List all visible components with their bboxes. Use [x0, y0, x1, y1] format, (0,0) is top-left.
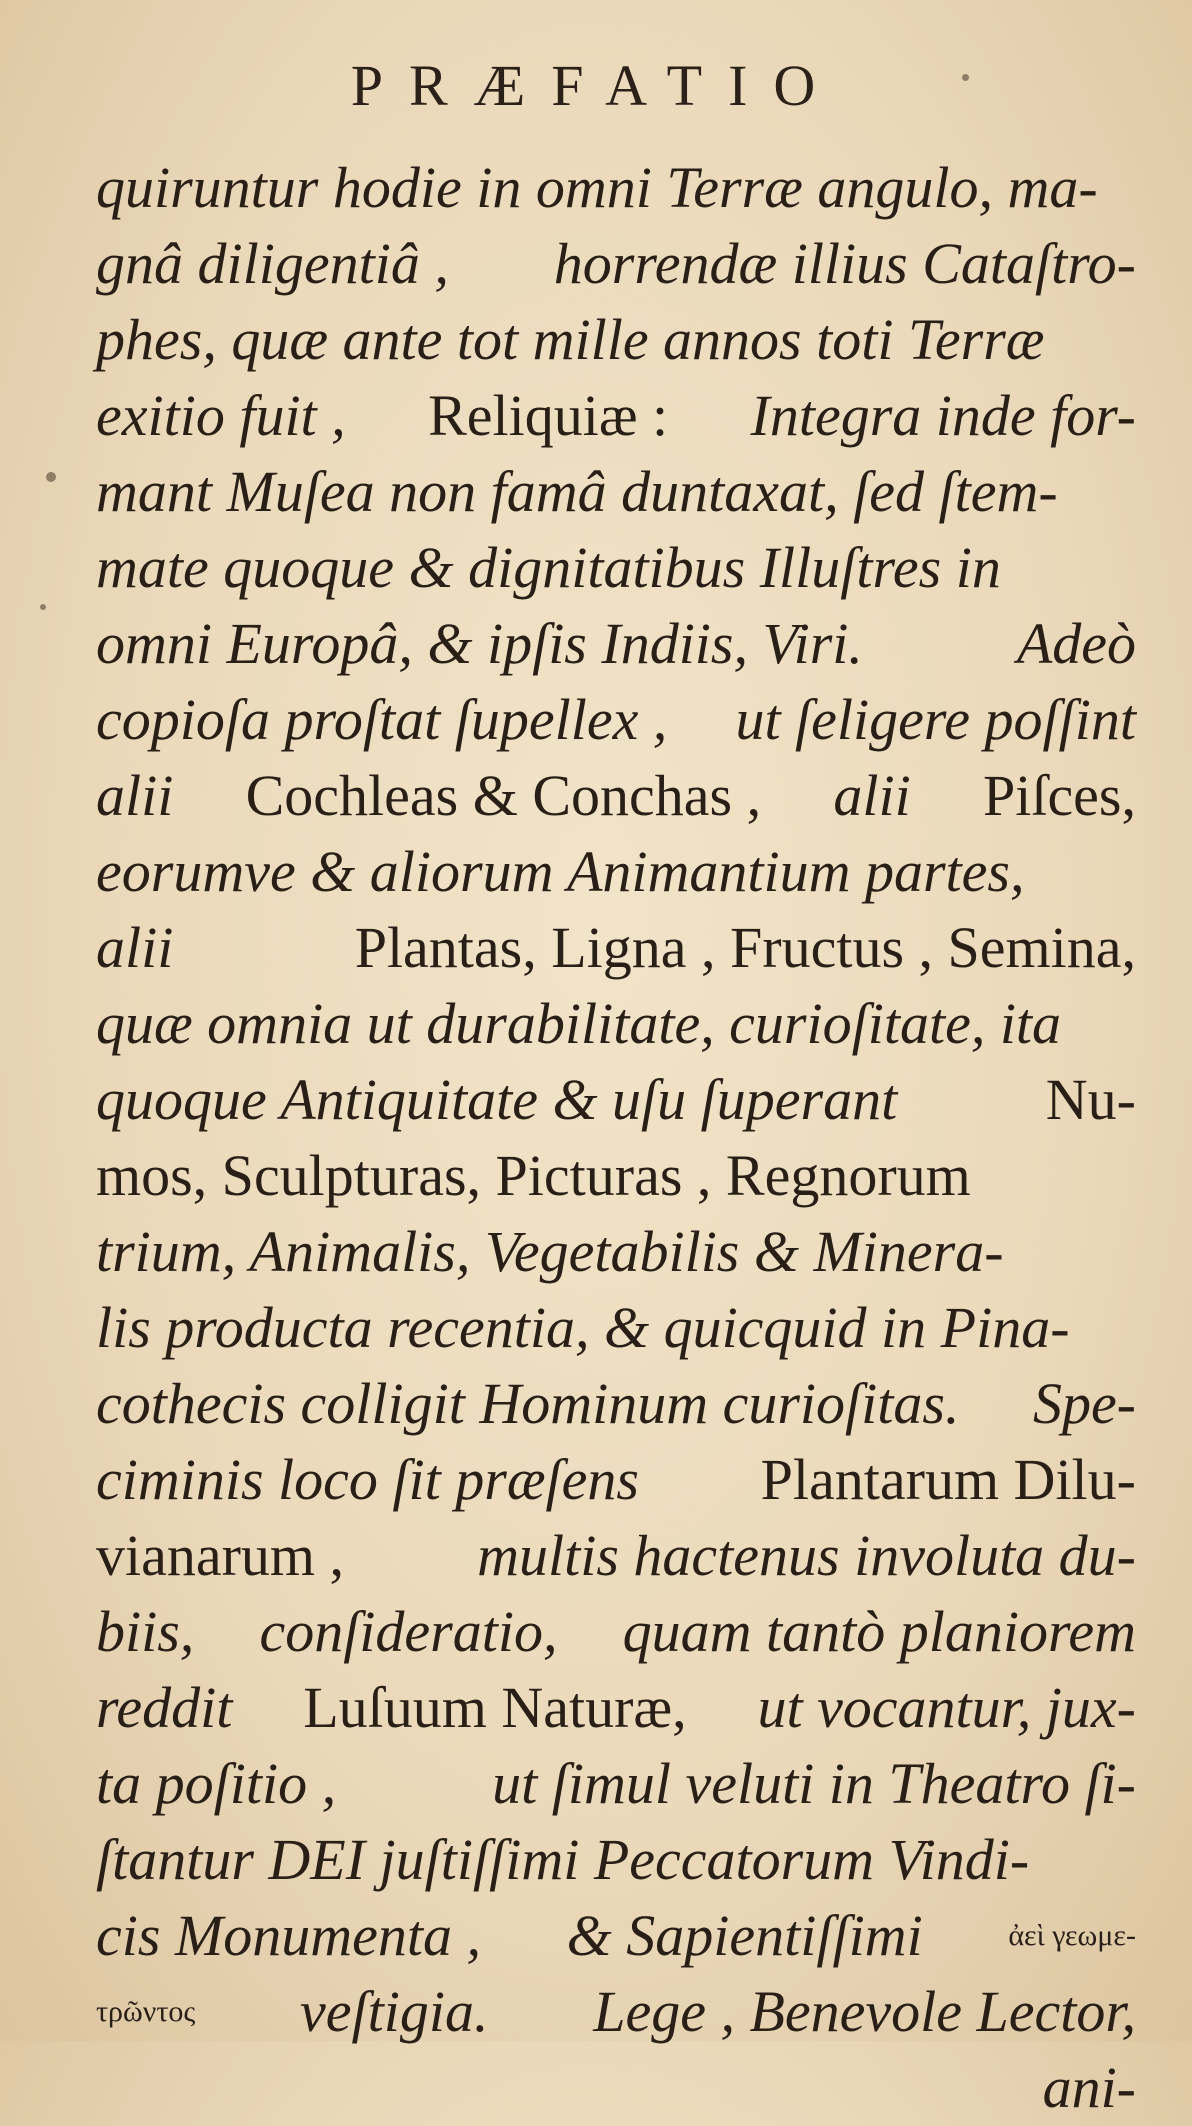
- text-line: [96, 606, 1136, 682]
- text-segment: Integra inde for-: [750, 383, 1136, 448]
- ink-speck: [46, 472, 56, 482]
- text-segment: mos, Sculpturas, Picturas , Regnorum: [96, 1143, 971, 1208]
- text-segment: Adeò: [1016, 611, 1136, 676]
- text-segment: mant Muſea non famâ duntaxat, ſed ſtem-: [96, 459, 1058, 524]
- text-segment: multis hactenus involuta du-: [477, 1523, 1136, 1588]
- text-segment: Lege , Benevole Lector,: [593, 1979, 1136, 2044]
- text-segment: Plantarum Dilu-: [760, 1447, 1136, 1512]
- text-segment: gnâ diligentiâ ,: [96, 231, 449, 296]
- text-segment: eorumve & aliorum Animantium partes,: [96, 839, 1025, 904]
- text-line: [96, 1670, 1136, 1746]
- text-segment: ta poſitio ,: [96, 1751, 337, 1816]
- text-segment: reddit: [96, 1675, 233, 1740]
- text-line: [96, 2050, 1136, 2126]
- text-line: [96, 454, 1136, 530]
- text-segment: Cochleas & Conchas ,: [245, 763, 762, 828]
- text-line: [96, 378, 1136, 454]
- page-title: PRÆFATIO: [350, 53, 842, 118]
- text-segment: quam tantò planiorem: [622, 1599, 1136, 1664]
- text-line: [96, 1138, 1136, 1214]
- text-segment: alii: [96, 915, 174, 980]
- text-segment: τρῶντος: [96, 1995, 196, 2028]
- text-line: [96, 682, 1136, 758]
- text-segment: ut vocantur, jux-: [757, 1675, 1136, 1740]
- text-segment: Luſuum Naturæ,: [303, 1675, 687, 1740]
- text-line: [96, 1822, 1136, 1898]
- text-line: [96, 1898, 1136, 1974]
- text-segment: Reliquiæ :: [428, 383, 669, 448]
- text-line: [96, 302, 1136, 378]
- text-segment: ciminis loco ſit præſens: [96, 1447, 639, 1512]
- text-segment: Spe-: [1032, 1371, 1136, 1436]
- text-line: [96, 1290, 1136, 1366]
- text-segment: biis,: [96, 1599, 195, 1664]
- text-segment: trium, Animalis, Vegetabilis & Minera-: [96, 1219, 1004, 1284]
- ink-speck: [40, 604, 46, 610]
- text-line: [96, 1366, 1136, 1442]
- text-segment: copioſa proſtat ſupellex ,: [96, 687, 668, 752]
- text-segment: veſtigia.: [300, 1979, 489, 2044]
- body-text: [96, 150, 1136, 2126]
- text-line: [96, 530, 1136, 606]
- text-line: [96, 986, 1136, 1062]
- text-segment: phes, quæ ante tot mille annos toti Terræ: [96, 307, 1045, 372]
- text-segment: Nu-: [1045, 1067, 1136, 1132]
- text-line: [96, 150, 1136, 226]
- text-segment: & Sapientiſſimi: [566, 1903, 923, 1968]
- text-segment: lis producta recentia, & quicquid in Pina-: [96, 1295, 1070, 1360]
- text-segment: Piſces,: [982, 763, 1136, 828]
- text-segment: conſideratio,: [259, 1599, 558, 1664]
- text-segment: ſtantur DEI juſtiſſimi Peccatorum Vindi-: [96, 1827, 1030, 1892]
- text-segment: cothecis colligit Hominum curioſitas.: [96, 1371, 960, 1436]
- ink-speck: [962, 74, 969, 81]
- text-line: [96, 1062, 1136, 1138]
- text-segment: omni Europâ, & ipſis Indiis, Viri.: [96, 611, 863, 676]
- text-segment: quæ omnia ut durabilitate, curioſitate, ita: [96, 991, 1062, 1056]
- text-segment: quoque Antiquitate & uſu ſuperant: [96, 1067, 898, 1132]
- text-segment: Plantas, Ligna , Fructus , Semina,: [354, 915, 1136, 980]
- text-line: [96, 758, 1136, 834]
- text-line: [96, 1746, 1136, 1822]
- text-line: [96, 1214, 1136, 1290]
- text-segment: ἀεὶ γεωμε-: [1008, 1919, 1136, 1952]
- text-segment: ut ſeligere poſſint: [735, 687, 1136, 752]
- text-segment: vianarum ,: [96, 1523, 345, 1588]
- text-segment: exitio fuit ,: [96, 383, 346, 448]
- text-line: [96, 226, 1136, 302]
- text-line: [96, 910, 1136, 986]
- text-segment: ani-: [1042, 2055, 1136, 2120]
- text-segment: quiruntur hodie in omni Terræ angulo, ma-: [96, 155, 1098, 220]
- text-segment: mate quoque & dignitatibus Illuſtres in: [96, 535, 1001, 600]
- text-line: [96, 1518, 1136, 1594]
- text-line: [96, 1442, 1136, 1518]
- text-segment: alii: [96, 763, 174, 828]
- text-line: [96, 834, 1136, 910]
- text-segment: cis Monumenta ,: [96, 1903, 481, 1968]
- text-segment: alii: [833, 763, 911, 828]
- text-segment: ut ſimul veluti in Theatro ſi-: [492, 1751, 1136, 1816]
- text-line: [96, 1594, 1136, 1670]
- text-segment: horrendæ illius Cataſtro-: [553, 231, 1136, 296]
- text-line: [96, 1974, 1136, 2050]
